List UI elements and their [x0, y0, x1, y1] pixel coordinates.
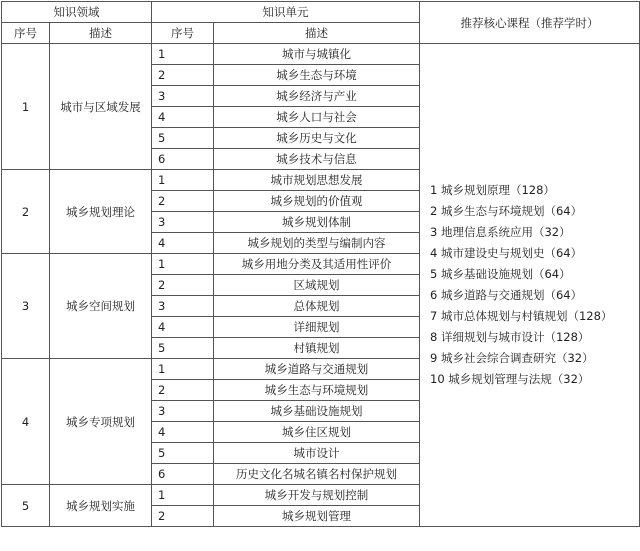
unit-description: 城乡历史与文化 [214, 128, 420, 149]
domain-name: 城乡空间规划 [50, 254, 152, 359]
unit-number: 3 [152, 86, 214, 107]
course-item: 1 城乡规划原理（128） [430, 183, 555, 197]
unit-description: 城乡规划的类型与编制内容 [214, 233, 420, 254]
unit-description: 城乡开发与规划控制 [214, 485, 420, 506]
unit-description: 村镇规划 [214, 338, 420, 359]
domain-header: 知识领域 [2, 2, 152, 23]
unit-number: 3 [152, 212, 214, 233]
unit-description: 历史文化名城名镇名村保护规划 [214, 464, 420, 485]
unit-number: 6 [152, 464, 214, 485]
domain-name: 城乡规划理论 [50, 170, 152, 254]
unit-number: 3 [152, 296, 214, 317]
table-body [2, 2, 640, 527]
table-row [2, 44, 640, 65]
unit-number: 1 [152, 170, 214, 191]
course-item: 8 详细规划与城市设计（128） [430, 330, 590, 344]
domain-name: 城乡规划实施 [50, 485, 152, 527]
domain-number: 4 [2, 359, 50, 485]
course-item: 6 城乡道路与交通规划（64） [430, 288, 583, 302]
unit-description: 城乡道路与交通规划 [214, 359, 420, 380]
unit-number: 4 [152, 233, 214, 254]
unit-number: 4 [152, 422, 214, 443]
unit-number: 5 [152, 338, 214, 359]
course-item: 3 地理信息系统应用（32） [430, 225, 571, 239]
unit-number: 2 [152, 275, 214, 296]
unit-description: 城市与城镇化 [214, 44, 420, 65]
unit-description: 城乡用地分类及其适用性评价 [214, 254, 420, 275]
unit-header: 知识单元 [152, 2, 420, 23]
recommended-courses [420, 44, 640, 527]
course-item: 10 城乡规划管理与法规（32） [430, 372, 590, 386]
unit-number: 5 [152, 128, 214, 149]
unit-number: 6 [152, 149, 214, 170]
unit-number: 5 [152, 443, 214, 464]
unit-number: 1 [152, 44, 214, 65]
course-item: 7 城市总体规划与村镇规划（128） [430, 309, 613, 323]
unit-number: 1 [152, 359, 214, 380]
domain-number: 2 [2, 170, 50, 254]
unit-description: 城乡基础设施规划 [214, 401, 420, 422]
unit-description: 城市设计 [214, 443, 420, 464]
domain-name: 城乡专项规划 [50, 359, 152, 485]
header-row-top [2, 2, 640, 23]
unit-number: 4 [152, 317, 214, 338]
unit-description: 区域规划 [214, 275, 420, 296]
course-item: 2 城乡生态与环境规划（64） [430, 204, 583, 218]
domain-number: 5 [2, 485, 50, 527]
course-item: 5 城乡基础设施规划（64） [430, 267, 571, 281]
courses-header: 推荐核心课程（推荐学时） [420, 2, 640, 44]
unit-description: 城乡人口与社会 [214, 107, 420, 128]
domain-desc-header: 描述 [50, 23, 152, 44]
unit-description: 详细规划 [214, 317, 420, 338]
unit-description: 城乡生态与环境 [214, 65, 420, 86]
unit-description: 城乡住区规划 [214, 422, 420, 443]
unit-desc-header: 描述 [214, 23, 420, 44]
unit-number: 3 [152, 401, 214, 422]
unit-number: 2 [152, 191, 214, 212]
unit-number: 2 [152, 506, 214, 527]
course-item: 4 城市建设史与规划史（64） [430, 246, 583, 260]
unit-description: 城乡生态与环境规划 [214, 380, 420, 401]
unit-number: 2 [152, 65, 214, 86]
domain-number: 3 [2, 254, 50, 359]
unit-number: 1 [152, 254, 214, 275]
unit-description: 总体规划 [214, 296, 420, 317]
unit-description: 城乡技术与信息 [214, 149, 420, 170]
unit-number: 2 [152, 380, 214, 401]
unit-description: 城乡规划管理 [214, 506, 420, 527]
unit-number: 4 [152, 107, 214, 128]
unit-description: 城乡规划体制 [214, 212, 420, 233]
course-item: 9 城乡社会综合调查研究（32） [430, 351, 594, 365]
unit-description: 城乡规划的价值观 [214, 191, 420, 212]
domain-name: 城市与区域发展 [50, 44, 152, 170]
unit-seq-header: 序号 [152, 23, 214, 44]
domain-seq-header: 序号 [2, 23, 50, 44]
curriculum-table [1, 1, 640, 527]
domain-number: 1 [2, 44, 50, 170]
unit-description: 城乡经济与产业 [214, 86, 420, 107]
unit-description: 城市规划思想发展 [214, 170, 420, 191]
unit-number: 1 [152, 485, 214, 506]
